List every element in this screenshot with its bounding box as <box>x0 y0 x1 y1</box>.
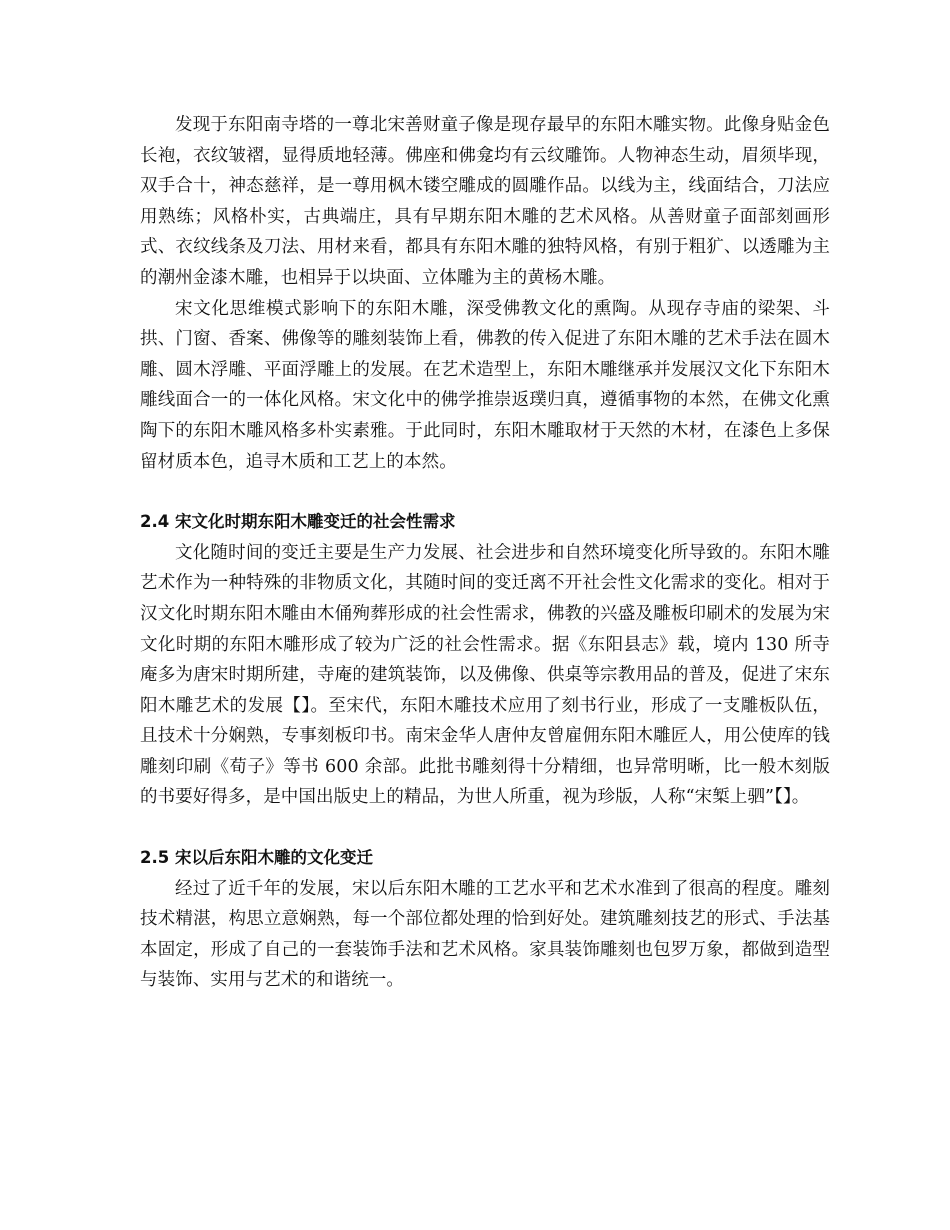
body-paragraph: 文化随时间的变迁主要是生产力发展、社会进步和自然环境变化所导致的。东阳木雕艺术作为一种特殊的非物质文化，其随时间的变迁离不开社会性文化需求的变化。相对于汉文化时期东阳木雕由木俑殉葬形成的社会性需求，佛教的兴盛及雕板印刷术的发展为宋文化时期的东阳木雕形成了较为广泛的社会性需求。据《东阳县志》载，境内 130 所寺庵多为唐宋时期所建，寺庵的建筑装饰，以及佛像、供桌等宗教用品的普及，促进了宋东阳木雕艺术的发展【】。至宋代，东阳木雕技术应用了刻书行业，形成了一支雕板队伍，且技术十分娴熟，专事刻板印书。南宋金华人唐仲友曾雇佣东阳木雕匠人，用公使库的钱雕刻印刷《荀子》等书 600 余部。此批书雕刻得十分精细，也异常明晰，比一般木刻版的书要好得多，是中国出版史上的精品，为世人所重，视为珍版，人称“宋椠上驷”【】。 <box>140 542 830 808</box>
document-page <box>140 110 830 996</box>
section-heading-2-5: 2.5 宋以后东阳木雕的文化变迁 <box>140 848 373 868</box>
body-paragraph: 经过了近千年的发展，宋以后东阳木雕的工艺水平和艺术水准到了很高的程度。雕刻技术精湛，构思立意娴熟，每一个部位都处理的恰到好处。建筑雕刻技艺的形式、手法基本固定，形成了自己的一套装饰手法和艺术风格。家具装饰雕刻也包罗万象，都做到造型与装饰、实用与艺术的和谐统一。 <box>140 878 830 991</box>
section-spacer <box>140 477 830 507</box>
body-paragraph: 宋文化思维模式影响下的东阳木雕，深受佛教文化的熏陶。从现存寺庙的梁架、斗拱、门窗、香案、佛像等的雕刻装饰上看，佛教的传入促进了东阳木雕的艺术手法在圆木雕、圆木浮雕、平面浮雕上的发展。在艺术造型上，东阳木雕继承并发展汉文化下东阳木雕线面合一的一体化风格。宋文化中的佛学推崇返璞归真，遵循事物的本然，在佛文化熏陶下的东阳木雕风格多朴实素雅。于此同时，东阳木雕取材于天然的木材，在漆色上多保留材质本色，追寻木质和工艺上的本然。 <box>140 298 830 472</box>
body-paragraph: 发现于东阳南寺塔的一尊北宋善财童子像是现存最早的东阳木雕实物。此像身贴金色长袍，衣纹皱褶，显得质地轻薄。佛座和佛龛均有云纹雕饰。人物神态生动，眉须毕现，双手合十，神态慈祥，是一尊用枫木镂空雕成的圆雕作品。以线为主，线面结合，刀法应用熟练；风格朴实，古典端庄，具有早期东阳木雕的艺术风格。从善财童子面部刻画形式、衣纹线条及刀法、用材来看，都具有东阳木雕的独特风格，有别于粗犷、以透雕为主的潮州金漆木雕，也相异于以块面、立体雕为主的黄杨木雕。 <box>140 115 830 288</box>
section-heading-2-4: 2.4 宋文化时期东阳木雕变迁的社会性需求 <box>140 512 456 532</box>
section-spacer <box>140 813 830 843</box>
